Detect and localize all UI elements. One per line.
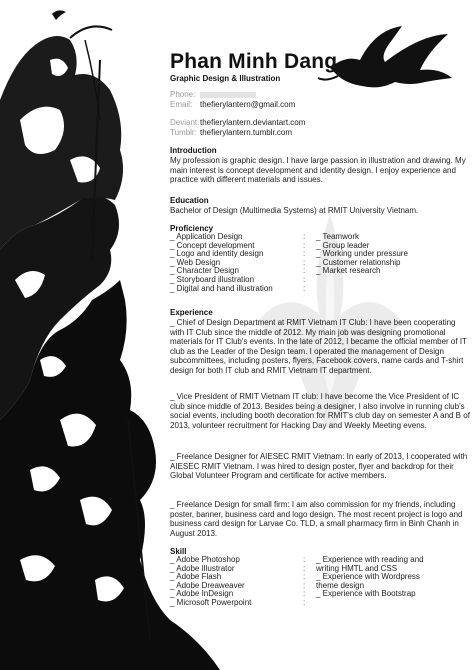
phone-redacted: [200, 92, 256, 98]
introduction-text: My profession is graphic design. I have large passion in illustration and drawing. My main interest is concept development and identity design. I enjoy experience and practice with different materials and issues.: [170, 156, 466, 184]
list-item: _ Experience with Bootstrap: [316, 589, 416, 599]
email-link[interactable]: thefierylantern@gmail.com: [200, 100, 296, 109]
proficiency-heading: Proficiency: [170, 224, 214, 233]
list-item: _ Logo and identity design: [170, 249, 264, 259]
skill-divider: : : : : : :: [303, 555, 306, 607]
list-item: writing HMTL and CSS: [316, 563, 398, 573]
skill-heading: Skill: [170, 547, 187, 556]
deviant-link[interactable]: thefierylantern.deviantart.com: [200, 118, 306, 127]
list-item: _ Web Design: [170, 257, 221, 267]
list-item: _ Adobe Flash: [170, 572, 222, 582]
education-text: Bachelor of Design (Multimedia Systems) at RMIT University Vietnam.: [170, 206, 419, 215]
proficiency-left-list: [170, 233, 273, 293]
education-heading: Education: [170, 196, 209, 205]
list-item: _ Microsoft Powerpoint: [170, 597, 252, 607]
contact-phone: Phone:: [170, 90, 256, 100]
candidate-title: Graphic Design & Illustration: [170, 74, 281, 83]
list-item: _ Adobe InDesign: [170, 589, 234, 599]
list-item: _ Storyboard illustration: [170, 274, 255, 284]
proficiency-right-list: [316, 233, 408, 276]
contact-tumblr: Tumblr: thefierylantern.tumblr.com: [170, 128, 293, 137]
list-item: _ Customer relationship: [316, 257, 401, 267]
experience-item: _ Freelance Designer for AIESEC RMIT Vietnam: In early of 2013, I cooperated with AIESEC RMIT Vietnam. I was hired to design poster, flyer and backdrop for their Global Volunteer Program and certificate for active members.: [170, 452, 468, 480]
list-item: _ Adobe Photoshop: [170, 555, 240, 564]
candidate-name: Phan Minh Dang: [170, 50, 338, 73]
list-item: _ Adobe Dreaweaver: [170, 580, 245, 590]
list-item: _ Market research: [316, 266, 381, 276]
tumblr-link[interactable]: thefierylantern.tumblr.com: [200, 128, 293, 137]
dragon-icon: [318, 26, 452, 87]
list-item: _ Teamwork: [316, 232, 359, 241]
list-item: _ Working under pressure: [316, 249, 408, 259]
list-item: _ Concept development: [170, 240, 255, 250]
list-item: _ Experience with Wordpress: [316, 572, 420, 582]
list-item: _ Group leader: [316, 240, 370, 250]
introduction-heading: Introduction: [170, 146, 217, 155]
experience-heading: Experience: [170, 308, 213, 317]
contact-email: Email: thefierylantern@gmail.com: [170, 100, 296, 109]
experience-item: _ Vice President of RMIT Vietnam IT club: I have become the Vice President of IC club since middle of 2013. Besides being a designer, I also involve in running club's social events, including booth decoration for RMIT's club day on semester A and B of 2013, volunteer recruitment for Hacking Day and Weekly Meeting evens.: [170, 392, 470, 430]
list-item: _ Character Design: [170, 266, 239, 276]
skill-left-list: [170, 556, 251, 608]
experience-item: _ Chief of Design Department at RMIT Vietnam IT Club: I have been cooperating with IT Club since the middle of 2012. My main job was designing promotional materials for IT Club's events. In the late of 2012, I became the official member of IT club as the Leader of the Design team. I operated the management of Design subcommittees, including posters, flyers, Facebook covers, name cards and T-shirt design for both IT club and RMIT Vietnam IT department.: [170, 318, 467, 375]
list-item: _ Adobe Illustrator: [170, 563, 235, 573]
contact-deviant: Deviant:thefierylantern.deviantart.com: [170, 118, 306, 127]
skill-right-list: [316, 556, 424, 599]
list-item: _ Experience with reading and: [316, 555, 424, 564]
list-item: _ Digital and hand illustration: [170, 283, 273, 293]
list-item: _ Application Design: [170, 232, 243, 241]
proficiency-divider: : : : : : : :: [303, 232, 306, 293]
experience-item: _ Freelance Design for small firm: I am also commission for my friends, including poster, banner, business card and logo design. The most recent project is logo and business card design for Larvae Co. TLD, a small pharmacy firm in Binh Chanh in August 2013.: [170, 500, 463, 538]
list-item: theme design: [316, 580, 365, 590]
